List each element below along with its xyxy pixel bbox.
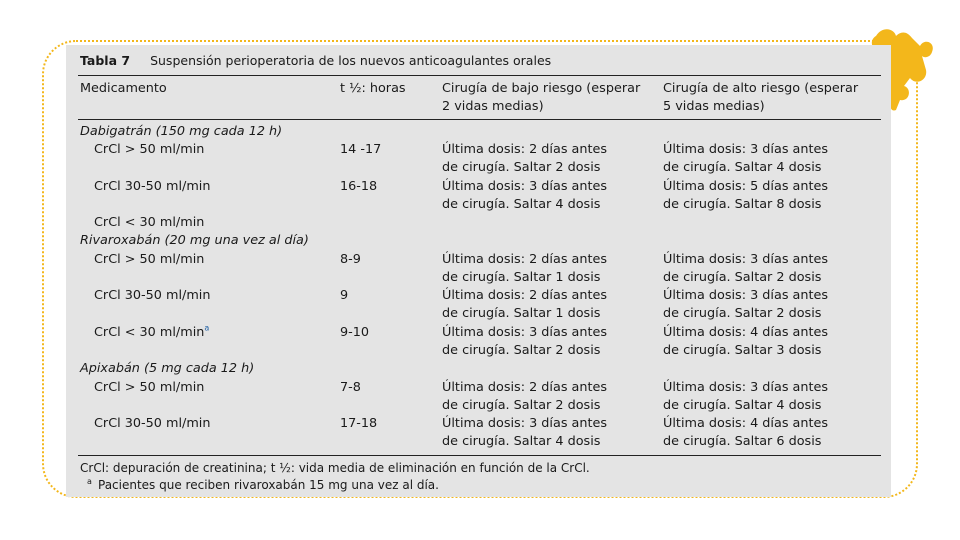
footnote-marker: a bbox=[204, 323, 210, 333]
cell-half-life: 9 bbox=[340, 288, 349, 303]
rule-bottom bbox=[78, 455, 881, 456]
cell-low-risk-line2: de cirugía. Saltar 2 dosis bbox=[442, 343, 601, 358]
cell-low-risk-line2: de cirugía. Saltar 2 dosis bbox=[442, 160, 601, 175]
header-low-risk-line2: 2 vidas medias) bbox=[442, 99, 544, 114]
cell-low-risk-line2: de cirugía. Saltar 1 dosis bbox=[442, 306, 601, 321]
cell-high-risk-line1: Última dosis: 5 días antes bbox=[663, 179, 829, 194]
cell-high-risk-line2: de cirugía. Saltar 2 dosis bbox=[663, 270, 822, 285]
group-title-rivaroxaban: Rivaroxabán (20 mg una vez al día) bbox=[80, 233, 309, 248]
rule-top bbox=[78, 75, 881, 76]
cell-crcl: CrCl < 30 $ml/\min^a$ bbox=[94, 323, 210, 340]
cell-high-risk-line2: de cirugía. Saltar 4 dosis bbox=[663, 398, 822, 413]
group-title-dabigatran: Dabigatrán (150 mg cada 12 h) bbox=[80, 124, 283, 139]
cell-low-risk-line2: de cirugía. Saltar 2 dosis bbox=[442, 398, 601, 413]
cell-high-risk-line1: Última dosis: 3 días antes bbox=[663, 142, 829, 157]
cell-high-risk-line2: de cirugía. Saltar 4 dosis bbox=[663, 160, 822, 175]
cell-half-life: 16-18 bbox=[340, 179, 378, 194]
cell-low-risk-line1: Última dosis: 3 días antes bbox=[442, 325, 608, 340]
cell-half-life: 9-10 bbox=[340, 325, 370, 340]
cell-high-risk-line1: Última dosis: 4 días antes bbox=[663, 416, 829, 431]
cell-crcl: CrCl 30-50 ml/min bbox=[94, 288, 211, 303]
cell-low-risk-line1: Última dosis: 2 días antes bbox=[442, 380, 608, 395]
group-title-apixaban: Apixabán (5 mg cada 12 h) bbox=[80, 361, 255, 376]
cell-half-life: 8-9 bbox=[340, 252, 361, 267]
cell-half-life: 7-8 bbox=[340, 380, 361, 395]
cell-high-risk-line2: de cirugía. Saltar 6 dosis bbox=[663, 434, 822, 449]
header-half-life: t ½: horas bbox=[340, 81, 406, 96]
header-high-risk-line1: Cirugía de alto riesgo (esperar bbox=[663, 81, 859, 96]
cell-high-risk-line2: de cirugía. Saltar 2 dosis bbox=[663, 306, 822, 321]
footnote-text: Pacientes que reciben rivaroxabán 15 mg una vez al día. bbox=[98, 478, 439, 492]
cell-crcl: CrCl < 30 ml/min bbox=[94, 215, 205, 230]
cell-low-risk-line2: de cirugía. Saltar 4 dosis bbox=[442, 197, 601, 212]
table-caption bbox=[80, 53, 551, 68]
header-high-risk-line2: 5 vidas medias) bbox=[663, 99, 765, 114]
footnote-mark: a bbox=[87, 477, 92, 486]
header-low-risk-line1: Cirugía de bajo riesgo (esperar bbox=[442, 81, 641, 96]
footnote-abbreviations: CrCl: depuración de creatinina; t ½: vida media de eliminación en función de la CrCl. bbox=[80, 461, 590, 475]
cell-low-risk-line2: de cirugía. Saltar 4 dosis bbox=[442, 434, 601, 449]
cell-low-risk-line1: Última dosis: 2 días antes bbox=[442, 142, 608, 157]
cell-crcl: CrCl > 50 ml/min bbox=[94, 380, 205, 395]
cell-low-risk-line1: Última dosis: 2 días antes bbox=[442, 288, 608, 303]
cell-high-risk-line1: Última dosis: 4 días antes bbox=[663, 325, 829, 340]
cell-low-risk-line2: de cirugía. Saltar 1 dosis bbox=[442, 270, 601, 285]
cell-crcl: CrCl 30-50 ml/min bbox=[94, 416, 211, 431]
cell-high-risk-line2: de cirugía. Saltar 3 dosis bbox=[663, 343, 822, 358]
cell-high-risk-line1: Última dosis: 3 días antes bbox=[663, 288, 829, 303]
cell-high-risk-line1: Última dosis: 3 días antes bbox=[663, 252, 829, 267]
cell-low-risk-line1: Última dosis: 3 días antes bbox=[442, 179, 608, 194]
header-drug: Medicamento bbox=[80, 81, 167, 96]
cell-high-risk-line1: Última dosis: 3 días antes bbox=[663, 380, 829, 395]
table-number: Tabla 7 bbox=[80, 53, 131, 68]
cell-crcl: CrCl 30-50 ml/min bbox=[94, 179, 211, 194]
rule-header bbox=[78, 119, 881, 120]
cell-crcl: CrCl > 50 ml/min bbox=[94, 252, 205, 267]
cell-half-life: 17-18 bbox=[340, 416, 378, 431]
cell-high-risk-line2: de cirugía. Saltar 8 dosis bbox=[663, 197, 822, 212]
cell-low-risk-line1: Última dosis: 2 días antes bbox=[442, 252, 608, 267]
cell-half-life: 14 -17 bbox=[340, 142, 382, 157]
cell-low-risk-line1: Última dosis: 3 días antes bbox=[442, 416, 608, 431]
table-title: Suspensión perioperatoria de los nuevos anticoagulantes orales bbox=[150, 53, 552, 68]
cell-crcl: CrCl > 50 ml/min bbox=[94, 142, 205, 157]
